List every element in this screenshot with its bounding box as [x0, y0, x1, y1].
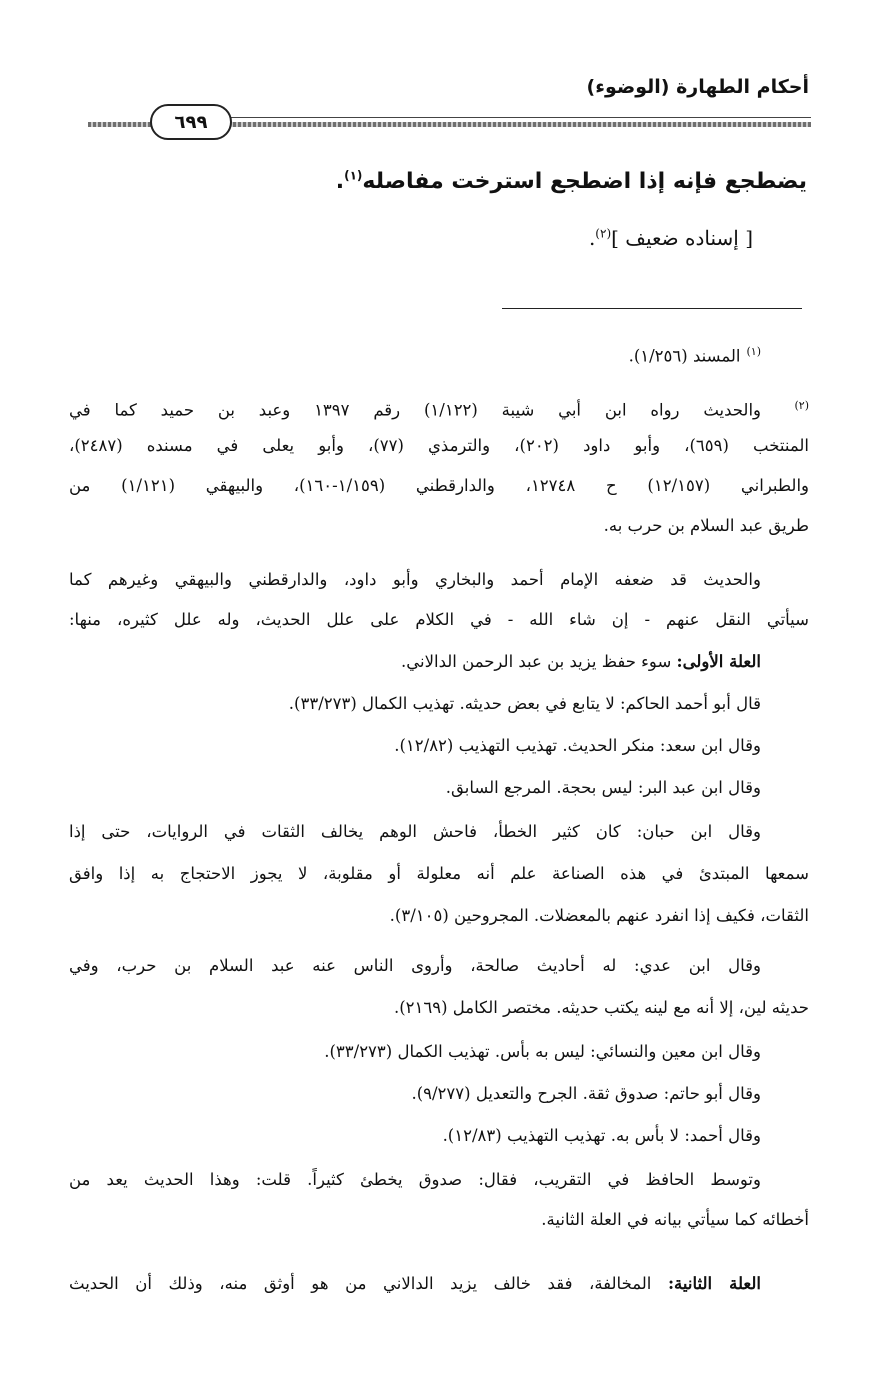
second-cause: [69, 1270, 761, 1298]
hadith-end: .: [335, 169, 345, 194]
footnote-ref-1: (١): [344, 168, 363, 183]
quote-abu-hatim: وقال أبو حاتم: صدوق ثقة. الجرح والتعديل (٩/٢٧٧).: [411, 1084, 761, 1103]
footnote-2-line-1: [69, 392, 809, 425]
ibn-hibban-line-1: وقال ابن حبان: كان كثير الخطأ، فاحش الوهم يخالف الثقات في الروايات، حتى إذا: [69, 822, 761, 841]
footnote-ref-2: (٢): [595, 226, 612, 241]
quote-ibn-main: وقال ابن معين والنسائي: ليس به بأس. تهذيب الكمال (٣٣/٢٧٣).: [324, 1042, 761, 1061]
footnote-2-mark: (٢): [794, 399, 810, 412]
ibn-hibban-line-2: سمعها المبتدئ في هذه الصناعة علم أنه معلولة أو مقلوبة، لا يجوز الاحتجاج به إذا وافق: [69, 864, 809, 883]
first-cause: [401, 648, 761, 676]
ibn-adi-line-2: حديثه لين، إلا أنه مع لينه يكتب حديثه. مختصر الكامل (٢١٦٩).: [393, 998, 809, 1017]
hafiz-line-2: أخطائه كما سيأتي بيانه في العلة الثانية.: [541, 1210, 809, 1229]
footnote-2-line-4: طريق عبد السلام بن حرب به.: [603, 516, 809, 535]
running-title: أحكام الطهارة (الوضوء): [586, 76, 809, 98]
hadith-text: يضطجع فإنه إذا اضطجع استرخت مفاصله: [362, 169, 807, 194]
quote-hakim: قال أبو أحمد الحاكم: لا يتابع في بعض حديثه. تهذيب الكمال (٣٣/٢٧٣).: [288, 694, 761, 713]
footnote-1: [629, 338, 761, 371]
first-cause-label: العلة الأولى:: [676, 652, 761, 671]
first-cause-text: سوء حفظ يزيد بن عبد الرحمن الدالاني.: [401, 652, 677, 671]
footnote-2-text-1: والحديث رواه ابن أبي شيبة (١/١٢٢) رقم ١٣٩٧ وعبد بن حميد كما في: [69, 400, 762, 420]
header-rule-top: [220, 117, 811, 118]
footnote-divider: [502, 308, 802, 309]
quote-ibn-sad: وقال ابن سعد: منكر الحديث. تهذيب التهذيب (١٢/٨٢).: [394, 736, 761, 755]
weakness-line-2: سيأتي النقل عنهم - إن شاء الله - في الكلام على علل الحديث، وله علل كثيره، منها:: [69, 610, 809, 629]
isnad-grading: [589, 218, 753, 258]
grading-end: .: [588, 226, 596, 250]
weakness-line-1: والحديث قد ضعفه الإمام أحمد والبخاري وأبو داود، والدارقطني والبيهقي وغيرهم كما: [69, 570, 761, 589]
ibn-adi-line-1: وقال ابن عدي: له أحاديث صالحة، وأروى الناس عنه عبد السلام بن حرب، وفي: [69, 956, 761, 975]
ibn-hibban-line-3: الثقات، فكيف إذا انفرد عنهم بالمعضلات. المجروحين (٣/١٠٥).: [389, 906, 809, 925]
second-cause-text: المخالفة، فقد خالف يزيد الدالاني من هو أوثق منه، وذلك أن الحديث: [69, 1274, 668, 1293]
footnote-1-mark: (١): [746, 345, 761, 358]
quote-ahmad: وقال أحمد: لا بأس به. تهذيب التهذيب (١٢/٨٣).: [442, 1126, 761, 1145]
footnote-2-line-3: والطبراني (١٢/١٥٧) ح ١٢٧٤٨، والدارقطني (١/١٥٩-١٦٠)، والبيهقي (١/١٢١) من: [69, 476, 810, 495]
main-hadith-text: [67, 162, 807, 202]
second-cause-label: العلة الثانية:: [667, 1274, 761, 1293]
page-number: ٦٩٩: [150, 104, 232, 140]
grading-text: [ إسناده ضعيف ]: [611, 226, 753, 250]
footnote-2-line-2: المنتخب (٦٥٩)، وأبو داود (٢٠٢)، والترمذي (٧٧)، وأبو يعلى في مسنده (٢٤٨٧)،: [69, 436, 809, 455]
hafiz-line-1: وتوسط الحافظ في التقريب، فقال: صدوق يخطئ كثيراً. قلت: وهذا الحديث يعد من: [69, 1170, 761, 1189]
footnote-1-text: المسند (١/٢٥٦).: [628, 346, 741, 366]
quote-ibn-abd-al-barr: وقال ابن عبد البر: ليس بحجة. المرجع السابق.: [445, 778, 761, 797]
